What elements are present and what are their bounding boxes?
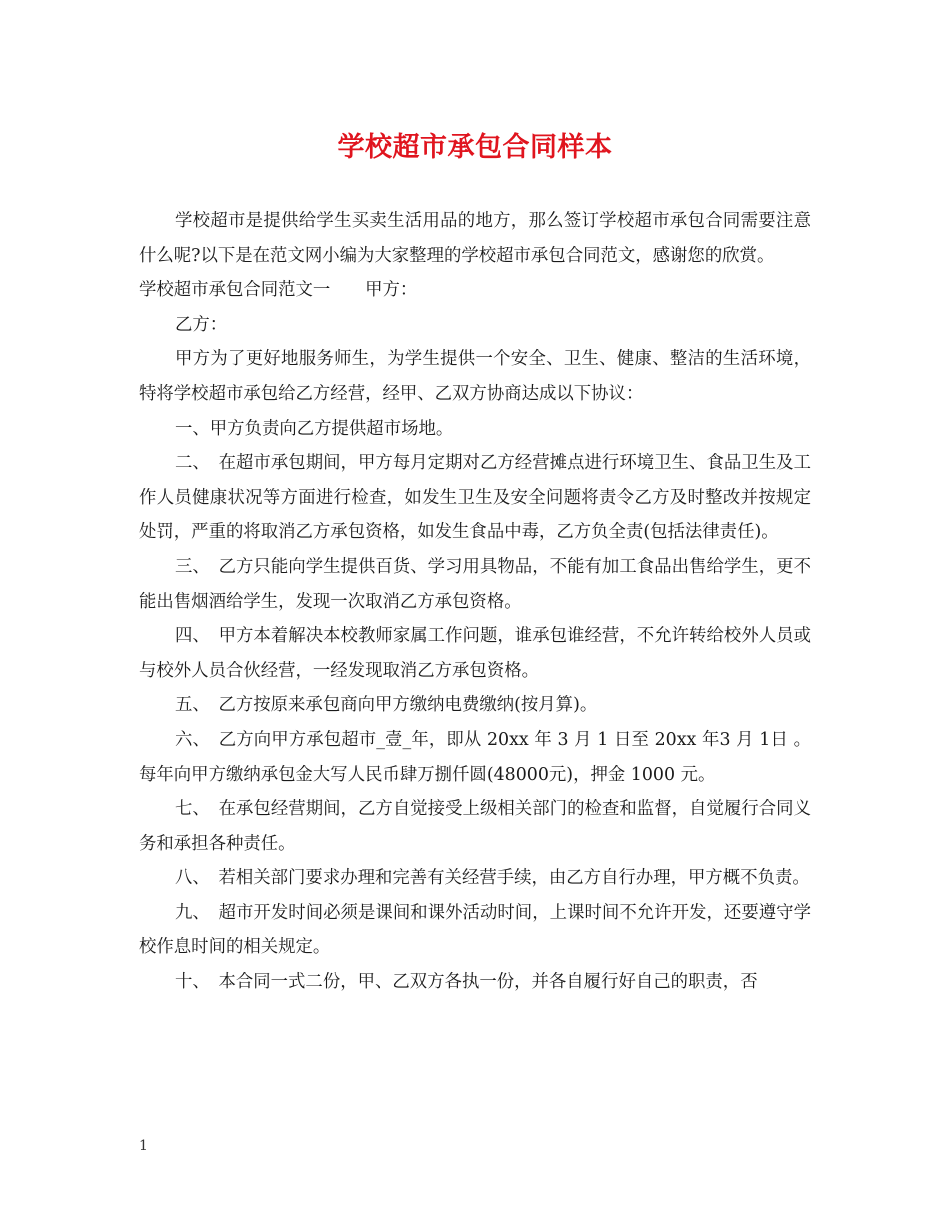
clause-8: 八、 若相关部门要求办理和完善有关经营手续，由乙方自行办理，甲方概不负责。 [175,868,810,889]
paragraph-contract-heading: 学校超市承包合同范文一 甲方： [139,280,418,301]
paragraph-intro: 学校超市是提供给学生买卖生活用品的地方，那么签订学校超市承包合同需要注意什么呢?以下是在范文网小编为大家整理的学校超市承包合同范文，感谢您的欣赏。 [139,211,811,266]
paragraph-preamble: 甲方为了更好地服务师生，为学生提供一个安全、卫生、健康、整洁的生活环境，特将学校超市承包给乙方经营，经甲、乙双方协商达成以下协议： [139,349,811,404]
clause-7: 七、 在承包经营期间，乙方自觉接受上级相关部门的检查和监督，自觉履行合同义务和承担各种责任。 [139,799,811,854]
clause-2: 二、 在超市承包期间，甲方每月定期对乙方经营摊点进行环境卫生、食品卫生及工作人员健康状况等方面进行检查，如发生卫生及安全问题将责令乙方及时整改并按规定处罚，严重的将取消乙方承包资格，如发生食品中毒，乙方负全责(包括法律责任)。 [139,453,811,543]
clause-10: 十、 本合同一式二份，甲、乙双方各执一份，并各自履行好自己的职责，否 [175,972,758,993]
paragraph-party-b: 乙方： [175,314,228,335]
clause-4: 四、 甲方本着解决本校教师家属工作问题，谁承包谁经营，不允许转给校外人员或与校外人员合伙经营，一经发现取消乙方承包资格。 [139,626,811,681]
clause-6: 六、 乙方向甲方承包超市_壹_年，即从 20xx 年 3 月 1 日至 20xx 年3 月 1日 。每年向甲方缴纳承包金大写人民币肆万捌仟圆(48000元)，押金 1000 元。 [139,729,811,785]
clause-5: 五、 乙方按原来承包商向甲方缴纳电费缴纳(按月算)。 [175,695,598,716]
clause-9: 九、 超市开发时间必须是课间和课外活动时间，上课时间不允许开发，还要遵守学校作息时间的相关规定。 [139,902,811,958]
clause-3: 三、 乙方只能向学生提供百货、学习用具物品，不能有加工食品出售给学生，更不能出售烟酒给学生，发现一次取消乙方承包资格。 [139,556,811,612]
page-number: 1 [139,1138,148,1154]
page-title: 学校超市承包合同样本 [337,132,613,163]
document-body [139,204,811,1000]
clause-1: 一、甲方负责向乙方提供超市场地。 [175,418,454,439]
